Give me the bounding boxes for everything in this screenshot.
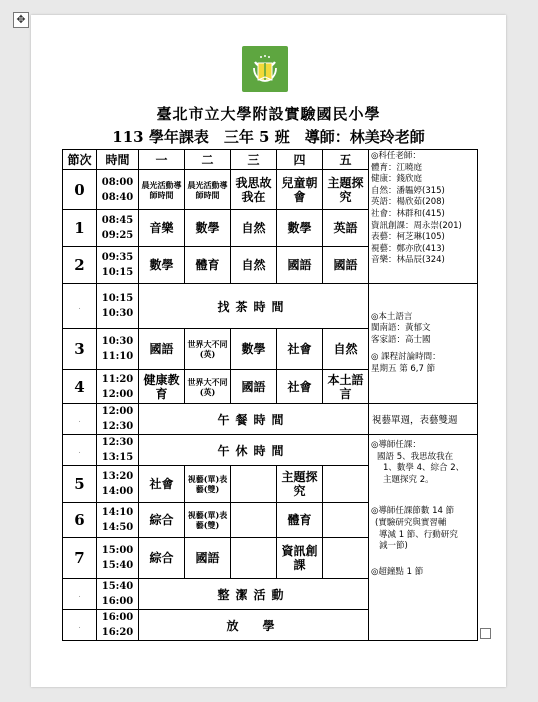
table-row: 0 08:00 08:40 晨光活動導師時間 晨光活動導師時間 我思故我在 兒童朝會 主題探究 [63,170,478,210]
document-page [31,15,506,687]
table-row: 5 13:20 14:00 社會 視藝(單)表藝(雙) 主題探究 [63,466,478,503]
lunch-time: 午餐時間 [139,404,369,435]
col-header-fri: 五 [323,150,369,170]
table-resize-handle[interactable] [480,628,491,639]
nap-time: 午休時間 [139,435,369,466]
col-header-time: 時間 [97,150,139,170]
table-row: 3 10:30 11:10 國語 世界大不同(英) 數學 社會 自然 [63,329,478,370]
col-header-wed: 三 [231,150,277,170]
table-row: 7 15:00 15:40 綜合 國語 資訊創課 [63,538,478,579]
table-row: . 12:30 13:15 午休時間 ◎導師任課： 國語 5、我思故我在 1、數學 4、綜合 2、 主題探究 2。 ◎導師任課節數 14 節 (實驗研究與實習輔 導減 1 節、行動研究 減一節) ◎超鐘點 1 節 [63,435,478,466]
duty-notes: ◎導師任課： 國語 5、我思故我在 1、數學 4、綜合 2、 主題探究 2。 ◎導師任課節數 14 節 (實驗研究與實習輔 導減 1 節、行動研究 減一節) ◎超鐘點 1 節 [369,435,478,641]
dialect-and-meeting: ◎本土語言 閩南語：黃郁文 客家語：高士國 ◎ 課程討論時間： 星期五 第 6,7 節 [369,284,478,404]
table-row: 4 11:20 12:00 健康教育 世界大不同(英) 國語 社會 本土語言 [63,370,478,404]
book-logo-icon [242,46,288,92]
table-row: . 16:00 16:20 放 學 [63,610,478,641]
timetable [62,149,477,641]
school-logo [242,46,288,92]
col-header-thu: 四 [277,150,323,170]
teacher-list: ◎科任老師： 體育：江曉庭 健康：錢欣庭 自然：潘韞婷(315) 英語：楊欣茹(208) 社會：林群和(415) 資訊創課：周永崇(201) 表藝：柯芝琳(105) 視藝：鄭亦欣(413) 音樂：林品辰(324) [369,150,478,284]
table-row: . 10:15 10:30 找茶時間 ◎本土語言 閩南語：黃郁文 客家語：高士國 ◎ 課程討論時間： 星期五 第 6,7 節 [63,284,478,329]
col-header-tue: 二 [185,150,231,170]
tea-time: 找茶時間 [139,284,369,329]
table-row: 2 09:35 10:15 數學 體育 自然 國語 國語 [63,247,478,284]
school-name: 臺北市立大學附設實驗國民小學 [156,105,381,123]
table-move-icon[interactable]: ✥ [13,12,29,28]
schedule-title: 113 學年課表 三年 5 班 導師：林美玲老師 [112,128,425,146]
table-row: 6 14:10 14:50 綜合 視藝(單)表藝(雙) 體育 [63,503,478,538]
dismissal: 放 學 [139,610,369,641]
table-row: 1 08:45 09:25 音樂 數學 自然 數學 英語 [63,210,478,247]
col-header-mon: 一 [139,150,185,170]
cleaning-time: 整潔活動 [139,579,369,610]
table-row: . 15:40 16:00 整潔活動 [63,579,478,610]
table-row: . 12:00 12:30 午餐時間 視藝單週，表藝雙週 [63,404,478,435]
art-note: 視藝單週，表藝雙週 [369,404,478,435]
col-header-period: 節次 [63,150,97,170]
